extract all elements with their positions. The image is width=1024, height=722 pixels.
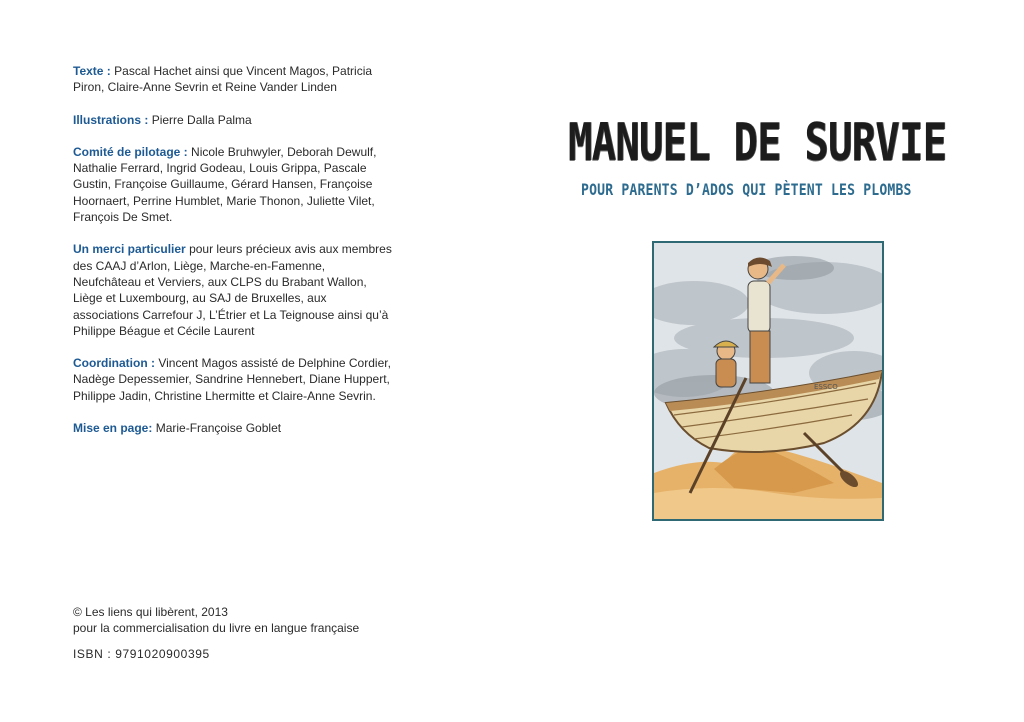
boat-on-sand-illustration (654, 243, 882, 519)
isbn: ISBN : 9791020900395 (73, 646, 210, 661)
boat-name: ESSCO (814, 383, 838, 391)
credit-label: Un merci particulier (73, 242, 186, 257)
credit-value: Pierre Dalla Palma (151, 112, 252, 127)
credit-value: Marie-Françoise Goblet (155, 421, 282, 436)
credit-texte (73, 63, 393, 96)
book-subtitle: POUR PARENTS D’ADOS QUI PÈTENT LES PLOMBS (581, 180, 912, 199)
credit-illustrations (73, 112, 393, 128)
credit-comite (73, 144, 393, 225)
credit-label: Texte : (73, 64, 111, 78)
right-page (512, 0, 1024, 722)
book-title: MANUEL DE SURVIE (568, 113, 947, 173)
credit-value: Nicole Bruhwyler, Deborah Dewulf, Nathalie Ferrard, Ingrid Godeau, Louis Grippa, Pascale Gustin, Françoise Guillaume, Gérard Hansen, Françoise Hoornaert, Perrine Humblet, Marie Thonon, Juliette Vilet, François De Smet. (73, 144, 377, 225)
credit-merci (73, 241, 393, 339)
credit-label: Mise en page: (73, 421, 153, 436)
credit-label: Coordination : (73, 356, 155, 371)
credit-value: Pascal Hachet ainsi que Vincent Magos, Patricia Piron, Claire-Anne Sevrin et Reine Vander Linden (73, 64, 373, 95)
credit-label: Illustrations : (73, 112, 149, 127)
credit-label: Comité de pilotage : (73, 144, 188, 159)
copyright-footer (73, 604, 433, 662)
credit-coordination (73, 355, 393, 404)
credit-mise-en-page (73, 420, 393, 436)
credits (73, 63, 393, 452)
cover-illustration (652, 241, 884, 521)
credit-value: Vincent Magos assisté de Delphine Cordier, Nadège Depessemier, Sandrine Hennebert, Diane Huppert, Philippe Jadin, Christine Lhermitte et Claire-Anne Sevrin. (73, 356, 391, 403)
copyright-line: © Les liens qui libèrent, 2013 (73, 605, 228, 619)
credit-value: pour leurs précieux avis aux membres des CAAJ d’Arlon, Liège, Marche-en-Famenne, Neufchâteau et Verviers, aux CLPS du Brabant Wallon, Liège et Luxembourg, au SAJ de Bruxelles, aux associations Carrefour J, L’Étrier et La Teignouse ainsi qu’à Philippe Béague et Cécile Laurent (73, 242, 392, 338)
rights-line: pour la commercialisation du livre en langue française (73, 621, 360, 636)
